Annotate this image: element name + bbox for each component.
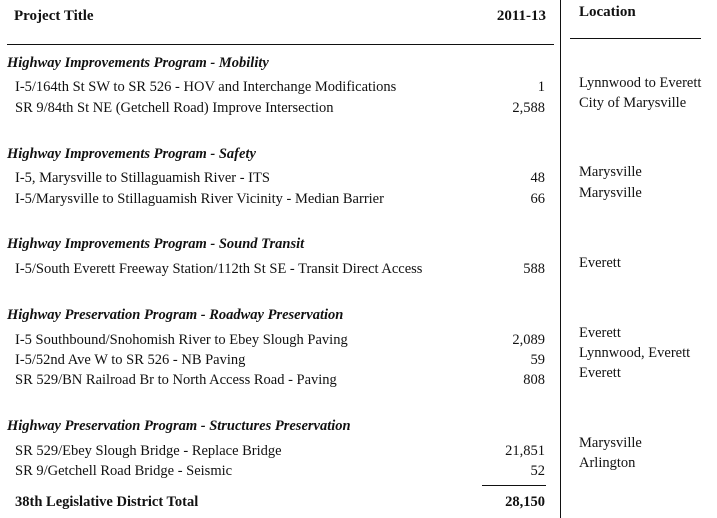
table-row-amount: 588 <box>523 261 545 277</box>
column-divider <box>560 0 561 518</box>
total-label: 38th Legislative District Total <box>15 494 199 510</box>
total-amount: 28,150 <box>505 494 545 510</box>
table-row-location: Everett <box>579 255 621 271</box>
project-title-header: Project Title <box>14 8 94 24</box>
location-header-rule <box>570 38 701 39</box>
table-row-amount: 2,089 <box>512 332 545 348</box>
table-row-project: I-5/Marysville to Stillaguamish River Vicinity - Median Barrier <box>15 191 384 207</box>
table-row-location: Lynnwood, Everett <box>579 345 691 361</box>
table-row-project: I-5/South Everett Freeway Station/112th St SE - Transit Direct Access <box>15 261 423 277</box>
table-row-amount: 66 <box>530 191 545 207</box>
table-row-location: Everett <box>579 325 621 341</box>
table-row-project: I-5 Southbound/Snohomish River to Ebey Slough Paving <box>15 332 348 348</box>
table-row-location: City of Marysville <box>579 95 687 111</box>
table-row-location: Everett <box>579 365 621 381</box>
table-row-amount: 59 <box>530 352 545 368</box>
total-rule <box>482 485 546 486</box>
header-rule <box>7 44 554 45</box>
section-title-structures-preservation: Highway Preservation Program - Structures Preservation <box>7 418 351 434</box>
table-row-project: SR 529/Ebey Slough Bridge - Replace Bridge <box>15 443 282 459</box>
table-row-project: I-5/164th St SW to SR 526 - HOV and Interchange Modifications <box>15 79 397 95</box>
table-row-location: Marysville <box>579 185 642 201</box>
section-title-roadway-preservation: Highway Preservation Program - Roadway Preservation <box>7 307 344 323</box>
table-row-project: I-5/52nd Ave W to SR 526 - NB Paving <box>15 352 246 368</box>
table-row-location: Marysville <box>579 435 642 451</box>
table-row-location: Marysville <box>579 164 642 180</box>
table-row-amount: 1 <box>537 79 545 95</box>
table-row-project: SR 529/BN Railroad Br to North Access Road - Paving <box>15 372 337 388</box>
table-row-project: SR 9/84th St NE (Getchell Road) Improve Intersection <box>15 100 334 116</box>
period-header: 2011-13 <box>496 8 546 24</box>
table-row-project: I-5, Marysville to Stillaguamish River - ITS <box>15 170 270 186</box>
table-row-amount: 48 <box>530 170 545 186</box>
table-row-location: Lynnwood to Everett <box>579 75 702 91</box>
table-row-amount: 808 <box>523 372 545 388</box>
table-row-amount: 2,588 <box>512 100 545 116</box>
table-row-location: Arlington <box>579 455 636 471</box>
location-header: Location <box>579 4 636 20</box>
section-title-mobility: Highway Improvements Program - Mobility <box>7 55 269 71</box>
table-row-amount: 21,851 <box>505 443 545 459</box>
section-title-sound-transit: Highway Improvements Program - Sound Transit <box>7 236 305 252</box>
table-row-project: SR 9/Getchell Road Bridge - Seismic <box>15 463 233 479</box>
section-title-safety: Highway Improvements Program - Safety <box>7 146 256 162</box>
table-row-amount: 52 <box>530 463 545 479</box>
